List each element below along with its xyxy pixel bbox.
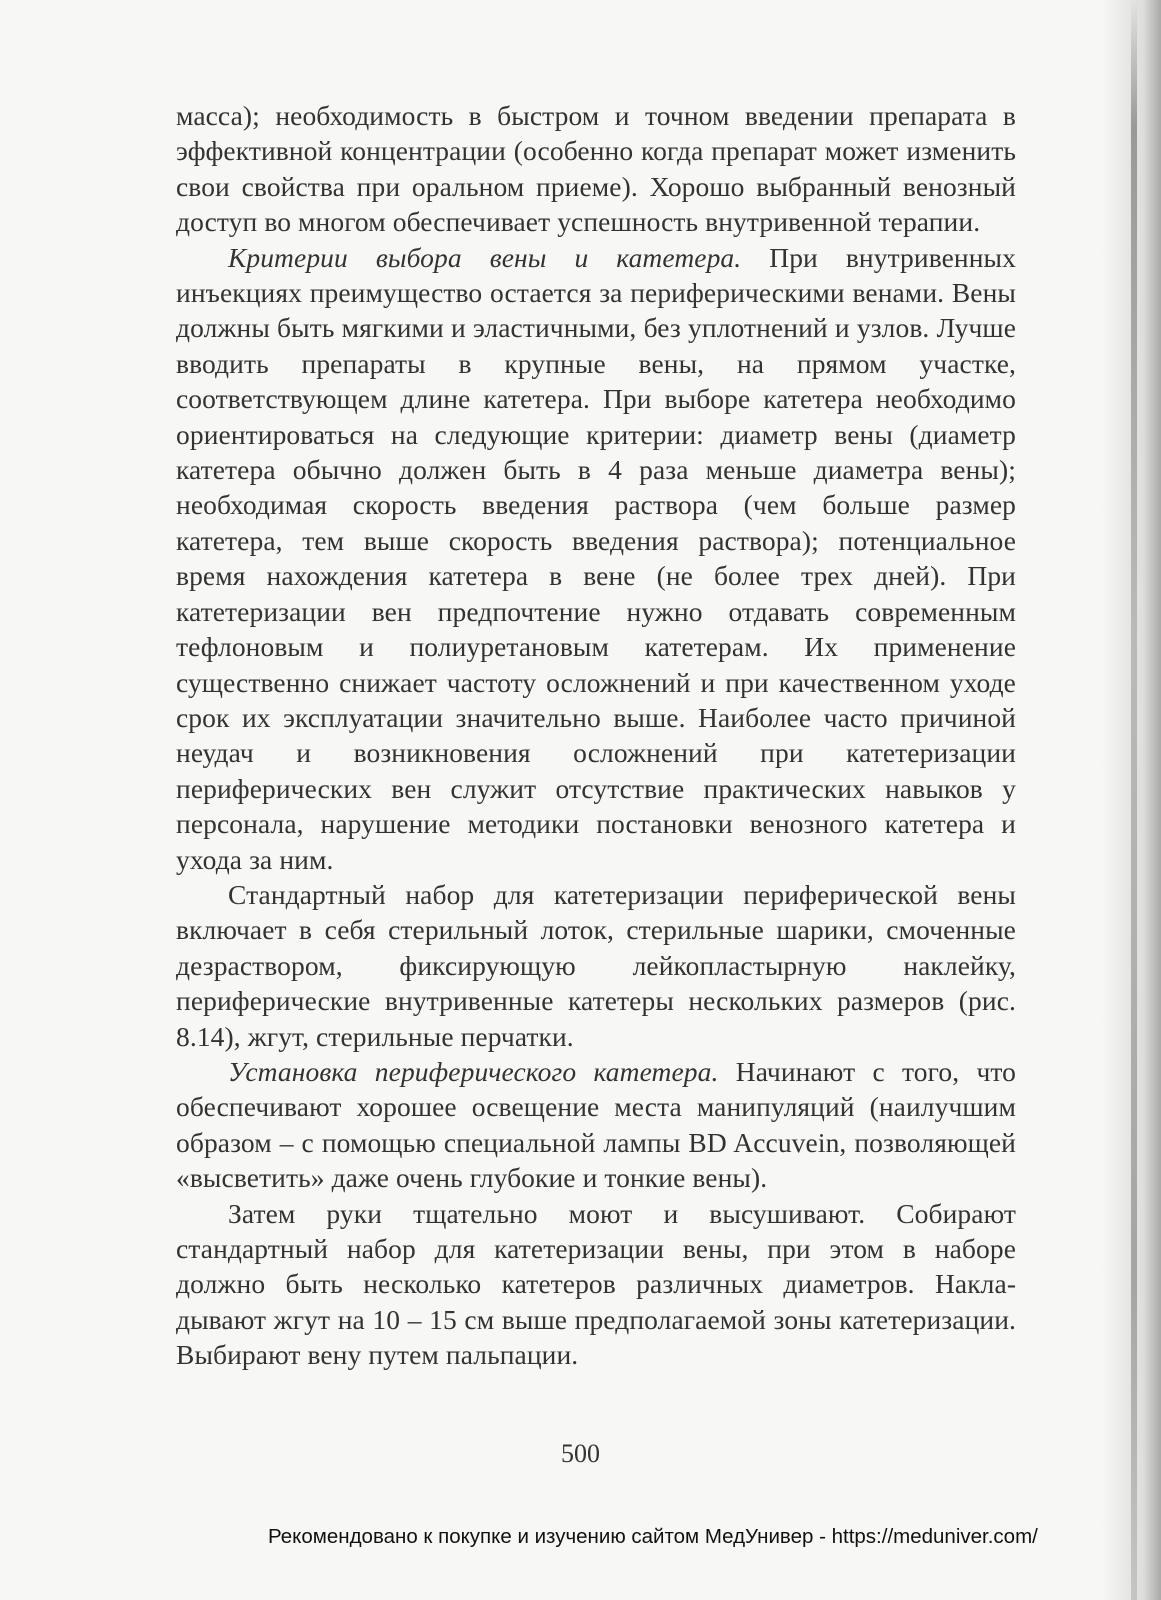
paragraph-3 — [176, 877, 1016, 1054]
page-text-body — [176, 98, 1016, 1373]
paragraph-5-text: Затем руки тщательно моют и высушивают. Собирают стандартный набор для катетеризации вены, при этом в наборе должно быть несколько катетеров различных диаметров. Накладывают жгут на 10 – 15 см выше предполагаемой зоны катетеризации. Выбирают вену путем пальпации. — [176, 1197, 1016, 1371]
paragraph-2-text: При внутривенных инъекциях преимущество остается за периферическими венами. Вены должны быть мягкими и эластичными, без уплотнений и узлов. Лучше вводить препараты в крупные вены, на прямом участке, соответствующем длине катетера. При выборе катетера необходимо ориентироваться на следующие критерии: диаметр вены (диаметр катетера обычно должен быть в 4 раза меньше диаметра вены); необходимая скорость введения раствора (чем больше размер катетера, тем выше скорость введения раствора); потенциальное время нахождения катетера в вене (не более трех дней). При катетеризации вен предпочтение нужно отдавать современным тефлоновым и полиуретановым катетерам. Их применение существенно снижает частоту осложнений и при качественном уходе срок их эксплуатации значительно выше. Наиболее часто причиной неудач и возникновения осложнений при катетеризации периферических вен служит отсутствие практических навыков у персонала, нарушение методики постановки венозного катетера и ухода за ним. — [176, 241, 1016, 875]
paragraph-1 — [176, 98, 1016, 240]
paragraph-2 — [176, 240, 1016, 877]
paragraph-3-text: Стандартный набор для катетеризации периферической вены включает в себя стерильный лоток, стерильные шарики, смоченные дезраствором, фиксирующую лейкопластырную наклейку, периферические внутривенные катетеры нескольких размеров (рис. 8.14), жгут, стерильные перчатки. — [176, 878, 1016, 1052]
page-fold-line — [1131, 0, 1137, 1600]
paragraph-2-heading: Критерии выбора вены и катетера. — [228, 241, 742, 273]
watermark-text: Рекомендовано к покупке и изучению сайтом МедУнивер - https://meduniver.com/ — [268, 1525, 1038, 1548]
paragraph-4 — [176, 1054, 1016, 1196]
paragraph-1-text: масса); необходимость в быстром и точном введении препарата в эффективной концентрации (особенно когда препарат может изменить свои свойства при оральном приеме). Хорошо выбранный венозный доступ во многом обеспечивает успешность внутривенной терапии. — [176, 100, 1016, 238]
page-number: 500 — [561, 1439, 600, 1468]
paragraph-4-heading: Установка периферического катетера. — [228, 1055, 719, 1087]
paragraph-4-text: Начинают с того, что обеспечивают хорошее освещение места манипуляций (наилучшим образом – с помощью специальной лампы BD Accuvein, позволяющей «высветить» даже очень глубокие и тонкие вены). — [176, 1055, 1016, 1194]
paragraph-5 — [176, 1196, 1016, 1373]
